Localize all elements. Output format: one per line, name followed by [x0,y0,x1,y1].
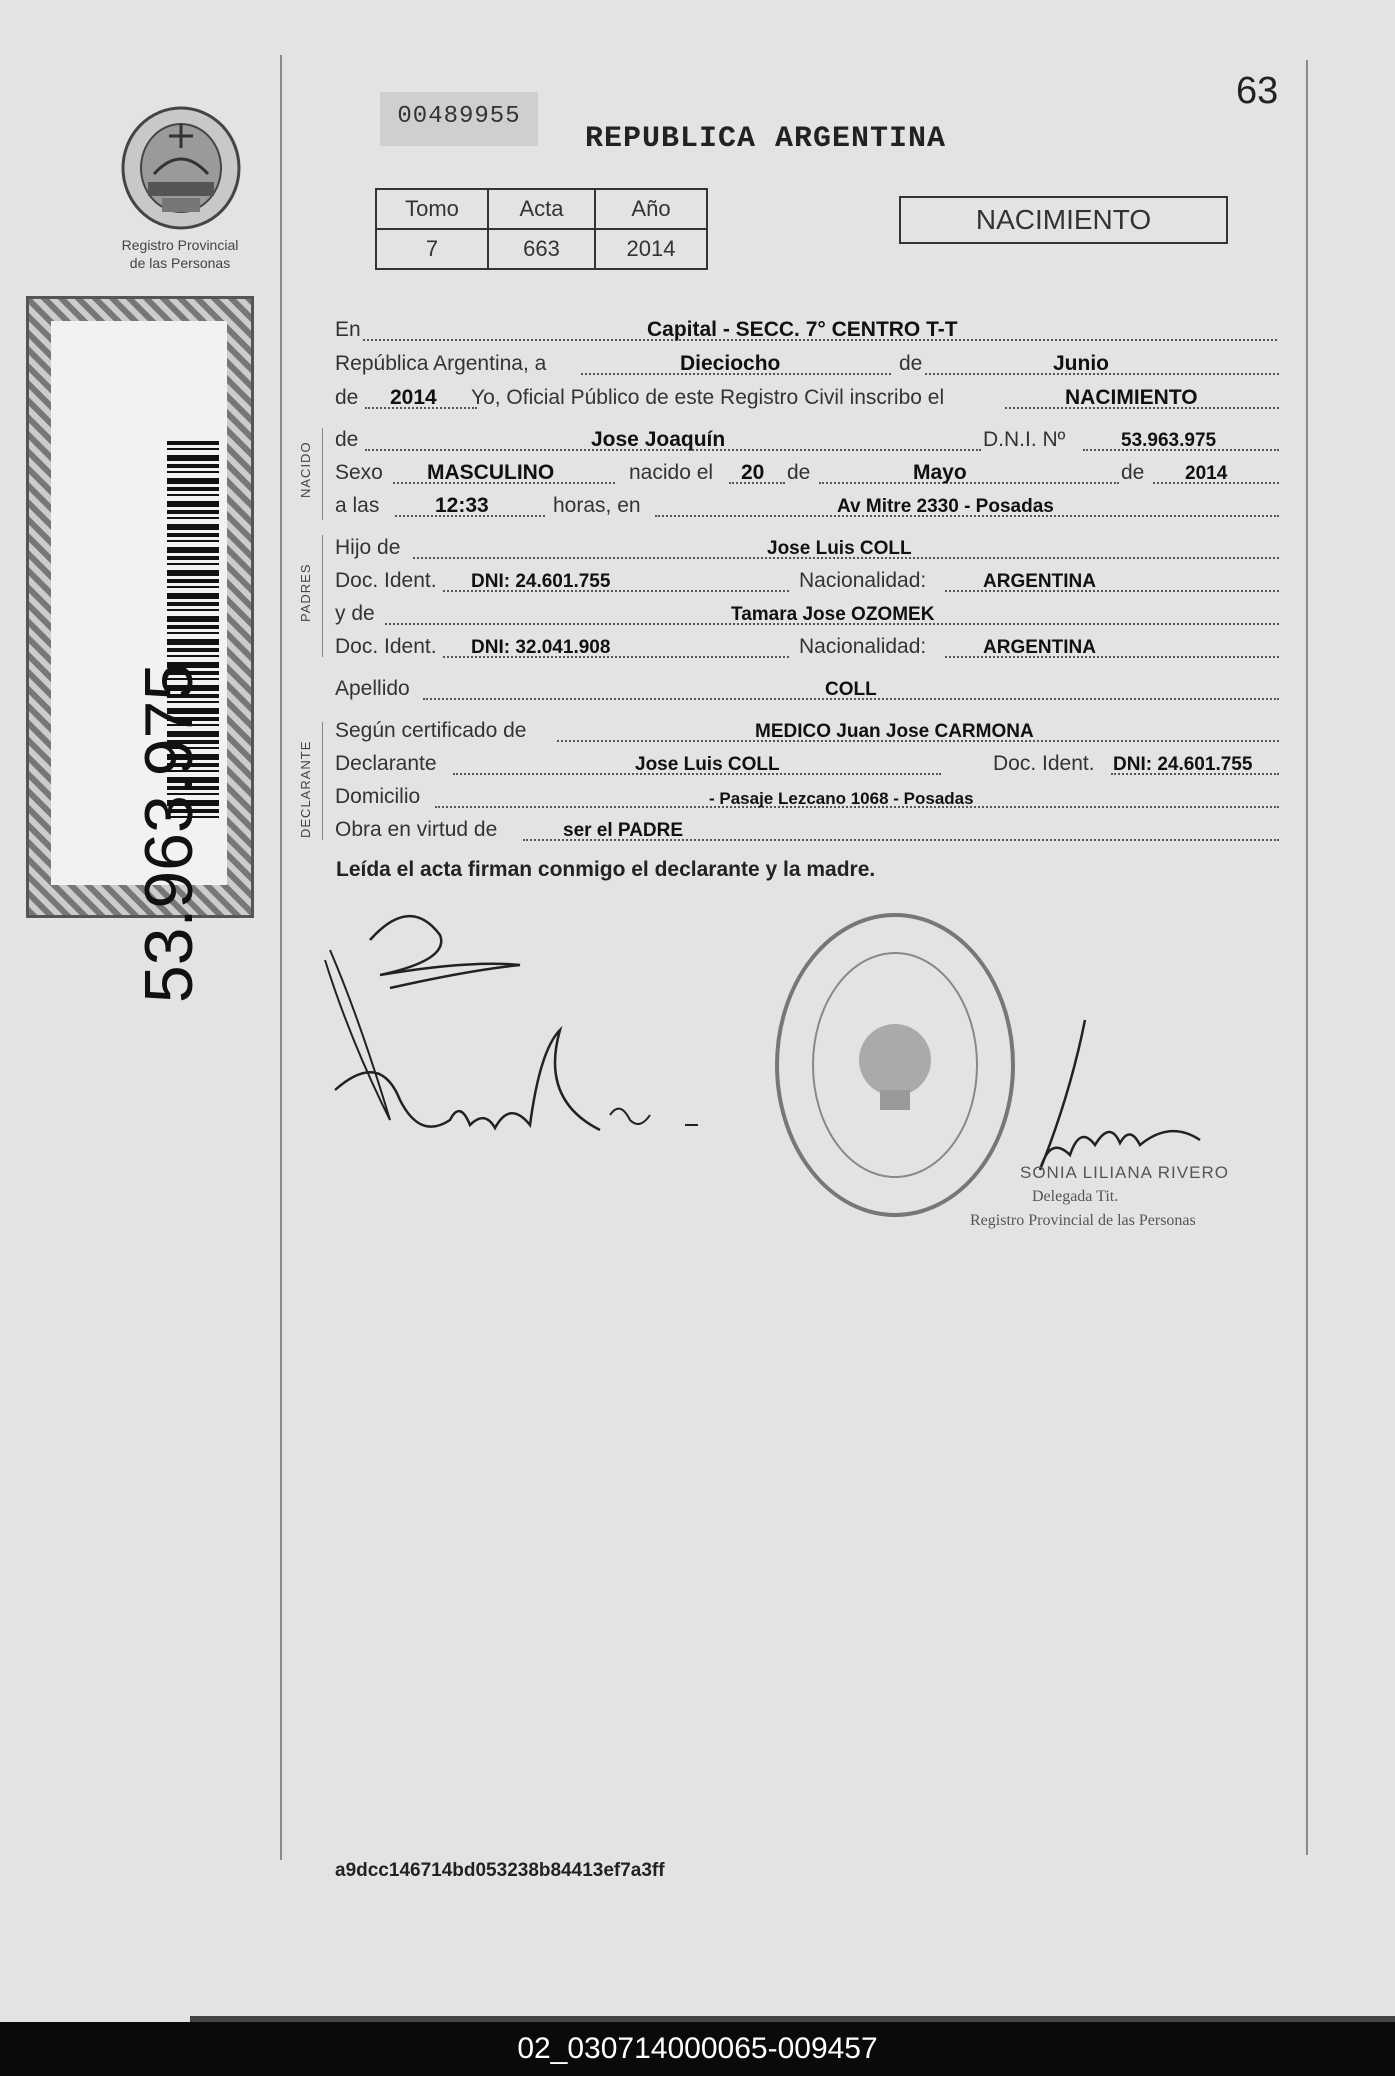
row-inscription [335,382,1279,412]
document-hash: a9dcc146714bd053238b84413ef7a3ff [335,1860,665,1881]
label-doc-declarant: Doc. Ident. [993,752,1095,775]
left-margin-line [280,55,282,1860]
value-declarant-doc: DNI: 24.601.755 [1113,754,1253,775]
row-obra [335,814,1279,844]
section-divider-nacido [322,428,323,520]
label-nacido-el: nacido el [629,461,714,484]
page-number: 63 [1236,70,1279,112]
official-stamp-icon [770,905,1020,1225]
value-sexo: MASCULINO [427,461,555,484]
row-father-doc [335,565,1279,595]
value-father-doc: DNI: 24.601.755 [471,571,611,592]
seal-caption-line-1: Registro Provincial [121,237,239,253]
value-time: 12:33 [435,494,489,517]
row-place [335,314,1279,344]
country-title: REPUBLICA ARGENTINA [585,122,947,156]
value-acta: 663 [488,229,595,269]
value-tomo: 7 [376,229,488,269]
barcode-panel [51,321,227,1004]
label-certificado: Según certificado de [335,719,527,742]
label-y-de: y de [335,602,375,625]
value-certificate: MEDICO Juan Jose CARMONA [755,721,1034,742]
book-header-row [376,189,707,229]
official-name: SONIA LILIANA RIVERO [1020,1163,1229,1182]
row-address [335,781,1279,811]
closing-statement: Leída el acta firman conmigo el declarante y la madre. [336,858,876,881]
value-birth-place: Av Mitre 2330 - Posadas [837,496,1054,517]
value-child-dni: 53.963.975 [1121,430,1217,451]
official-role: Delegada Tit. [1032,1188,1119,1205]
row-time-place [335,490,1279,520]
value-act-type: NACIMIENTO [1065,386,1198,409]
label-de-birth-month: de [787,461,811,484]
file-id-footer: 02_030714000065-009457 [0,2022,1395,2076]
label-sexo: Sexo [335,461,383,484]
row-mother [335,598,1279,628]
value-year: 2014 [390,386,437,409]
label-de-child: de [335,428,359,451]
value-mother-nationality: ARGENTINA [983,637,1096,658]
book-value-row [376,229,707,269]
row-surname [335,673,1279,703]
row-declarant [335,748,1279,778]
row-date [335,348,1279,378]
label-declarante: Declarante [335,752,437,775]
right-margin-line [1306,60,1308,1855]
label-nacionalidad-mother: Nacionalidad: [799,635,927,658]
label-doc-mother: Doc. Ident. [335,635,437,658]
value-address: - Pasaje Lezcano 1068 - Posadas [709,789,974,808]
label-de-birth-year: de [1121,461,1145,484]
value-surname: COLL [825,679,877,700]
value-month: Junio [1053,352,1109,375]
section-divider-declarante [322,722,323,840]
row-father [335,532,1279,562]
value-birth-day: 20 [741,461,765,484]
seal-caption-line-2: de las Personas [129,255,231,271]
serial-number: 00489955 [380,92,538,146]
section-label-nacido: NACIDO [298,441,313,498]
value-child-name: Jose Joaquín [591,428,726,451]
value-declarant-name: Jose Luis COLL [635,754,780,775]
value-ano: 2014 [595,229,707,269]
label-domicilio: Domicilio [335,785,421,808]
record-type-box: NACIMIENTO [899,196,1228,244]
label-de-month: de [899,352,923,375]
value-obra: ser el PADRE [563,820,684,841]
label-hijo-de: Hijo de [335,536,401,559]
row-certificate [335,715,1279,745]
label-nacionalidad-father: Nacionalidad: [799,569,927,592]
value-place: Capital - SECC. 7° CENTRO T-T [647,318,958,341]
row-sex-birth [335,457,1279,487]
value-birth-year: 2014 [1185,463,1228,484]
section-label-padres: PADRES [298,563,313,622]
label-doc-father: Doc. Ident. [335,569,437,592]
label-republica: República Argentina, a [335,352,547,375]
value-father-nationality: ARGENTINA [983,571,1096,592]
province-seal-icon [118,104,244,232]
seal-caption [100,236,260,272]
id-barcode-block [26,296,254,1004]
book-reference-table [375,188,708,270]
label-horas-en: horas, en [553,494,641,517]
label-dni-child: D.N.I. Nº [983,428,1066,451]
label-en: En [335,318,361,341]
row-mother-doc [335,631,1279,661]
declarant-signature [320,900,720,1200]
section-label-declarante: DECLARANTE [298,740,313,838]
value-birth-month: Mayo [913,461,967,484]
section-divider-padres [322,535,323,657]
label-obra: Obra en virtud de [335,818,498,841]
official-signature [1010,1015,1210,1175]
label-inscribo: Yo, Oficial Público de este Registro Civil inscribo el [471,386,945,409]
label-a-las: a las [335,494,380,517]
header-tomo: Tomo [376,189,488,229]
label-de-year: de [335,386,359,409]
id-number-vertical: 53.963.975 [131,662,207,1004]
row-child-name [335,424,1279,454]
official-registry: Registro Provincial de las Personas [970,1212,1196,1229]
label-apellido: Apellido [335,677,410,700]
value-mother-doc: DNI: 32.041.908 [471,637,611,658]
header-ano: Año [595,189,707,229]
header-acta: Acta [488,189,595,229]
value-day: Dieciocho [680,352,781,375]
value-mother-name: Tamara Jose OZOMEK [731,604,935,625]
value-father-name: Jose Luis COLL [767,538,912,559]
